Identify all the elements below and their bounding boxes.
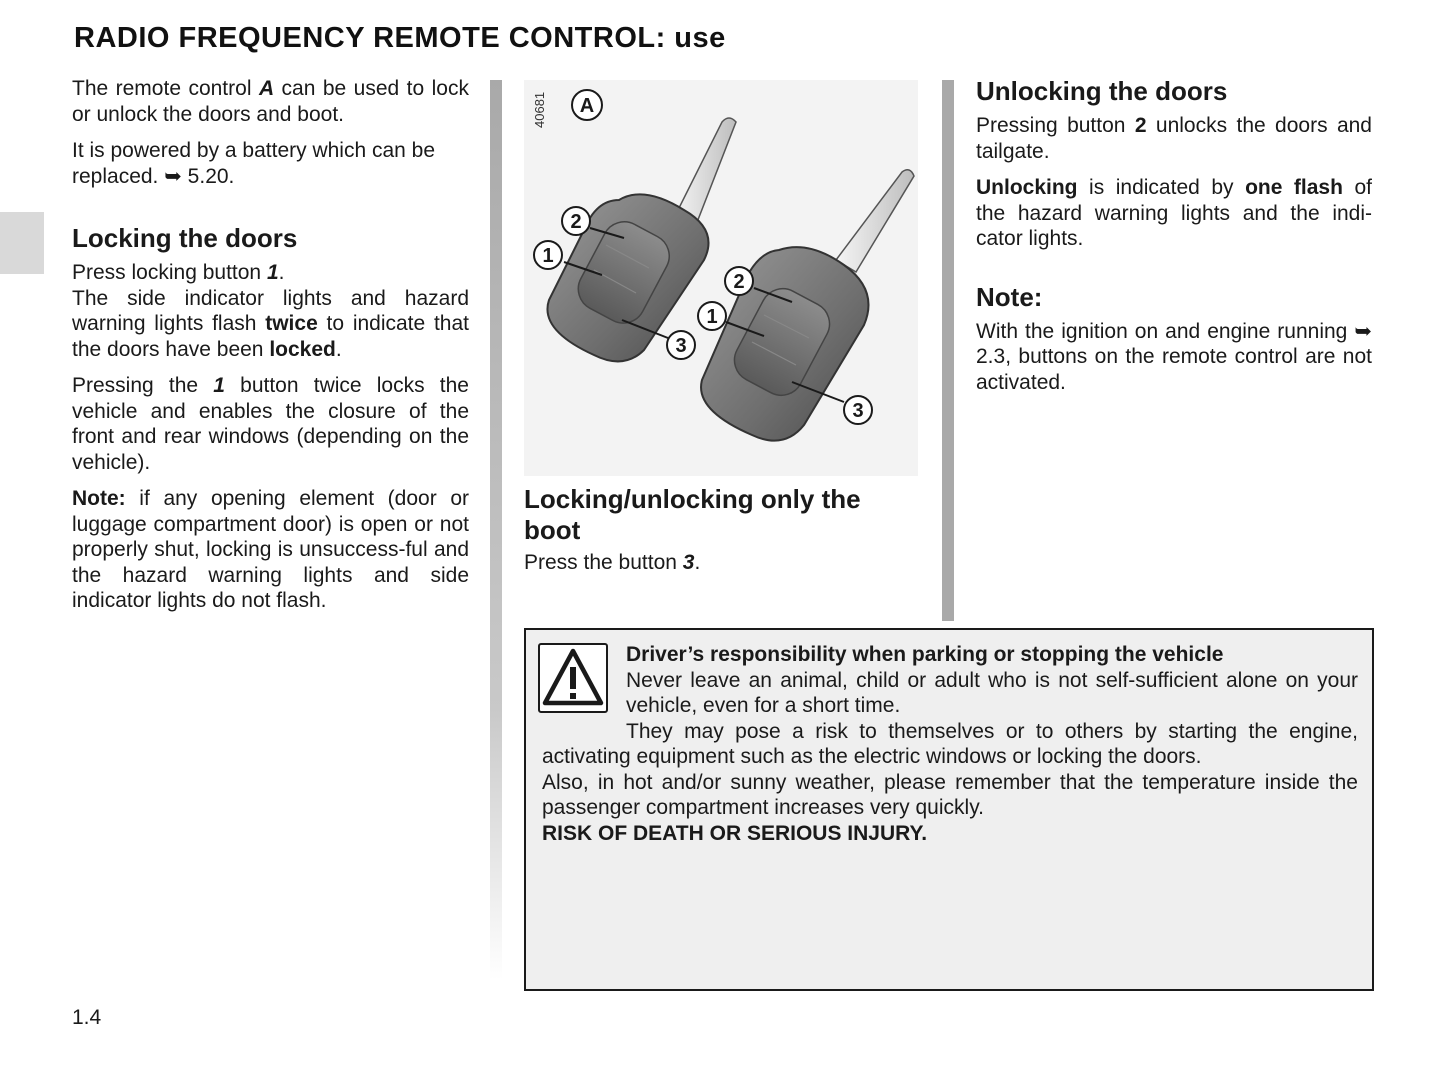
unlocking-heading: Unlocking the doors	[976, 76, 1228, 106]
locking-step: Press locking button 1.	[72, 261, 285, 284]
remote-key-right	[701, 170, 914, 441]
unlocking-paragraph: Pressing button 2 unlocks the doors and tailgate.	[976, 114, 1372, 163]
callout-3-right: 3	[852, 400, 864, 422]
column-divider-left	[490, 80, 502, 980]
callout-3-left: 3	[675, 335, 687, 357]
callout-1-left: 1	[542, 245, 554, 267]
warning-line-4: RISK OF DEATH OR SERIOUS INJURY.	[542, 821, 928, 845]
warning-line-3: Also, in hot and/or sunny weather, please remember that the temperature inside the passenger compartment increases very quickly.	[542, 770, 1358, 819]
callout-2-left: 2	[570, 211, 582, 233]
arrow-ref-icon: ➥	[1354, 319, 1372, 343]
right-column	[976, 76, 1372, 406]
warning-line-1: Never leave an animal, child or adult who is not self-sufficient alone on your vehicle, even for a short time.	[626, 668, 1358, 717]
locking-indication: The side indicator lights and hazard warning lights flash twice to indicate that the doors have been locked.	[72, 286, 469, 361]
boot-paragraph: Press the button 3.	[524, 551, 701, 574]
ignition-note: With the ignition on and engine running ➥ 2.3, buttons on the remote control are not activated.	[976, 319, 1372, 394]
locking-heading: Locking the doors	[72, 223, 298, 253]
page-title: RADIO FREQUENCY REMOTE CONTROL: use	[74, 22, 726, 54]
warning-line-2: They may pose a risk to themselves or to others by starting the engine, activating equipment such as the electric windows or locking the doors.	[542, 719, 1358, 768]
page-number: 1.4	[72, 1006, 102, 1029]
boot-heading: Locking/unlocking only the boot	[524, 484, 861, 545]
intro-paragraph: The remote control A can be used to lock or unlock the doors and boot.	[72, 77, 469, 126]
double-press-paragraph: Pressing the 1 button twice locks the vehicle and enables the closure of the front and rear windows (depending on the vehicle).	[72, 374, 469, 474]
figure-label-a	[572, 90, 602, 120]
unlocking-indication: Unlocking is indicated by one flash of the hazard warning lights and the indi-cator lights.	[976, 176, 1372, 250]
column-divider-right	[942, 80, 954, 621]
remote-key-illustration	[524, 80, 918, 476]
note-heading: Note:	[976, 281, 1043, 312]
figure-ref-code: 40681	[532, 91, 547, 128]
locking-note: Note: if any opening element (door or luggage compartment door) is open or not properly shut, locking is unsuccess-ful and the hazard warning lights and side indicator lights do not flash.	[72, 487, 469, 612]
battery-paragraph: It is powered by a battery which can be replaced. ➥ 5.20.	[72, 139, 436, 188]
arrow-ref-icon: ➥	[164, 164, 182, 188]
svg-text:A: A	[579, 95, 595, 117]
callout-2-right: 2	[733, 271, 745, 293]
chapter-tab	[0, 212, 44, 274]
warning-text	[542, 642, 1358, 846]
callout-1-right: 1	[706, 306, 718, 328]
warning-box	[524, 628, 1374, 991]
left-column	[72, 76, 469, 625]
warning-title: Driver’s responsibility when parking or stopping the vehicle	[626, 643, 1224, 666]
remote-control-figure	[524, 80, 918, 476]
middle-column	[524, 484, 924, 587]
